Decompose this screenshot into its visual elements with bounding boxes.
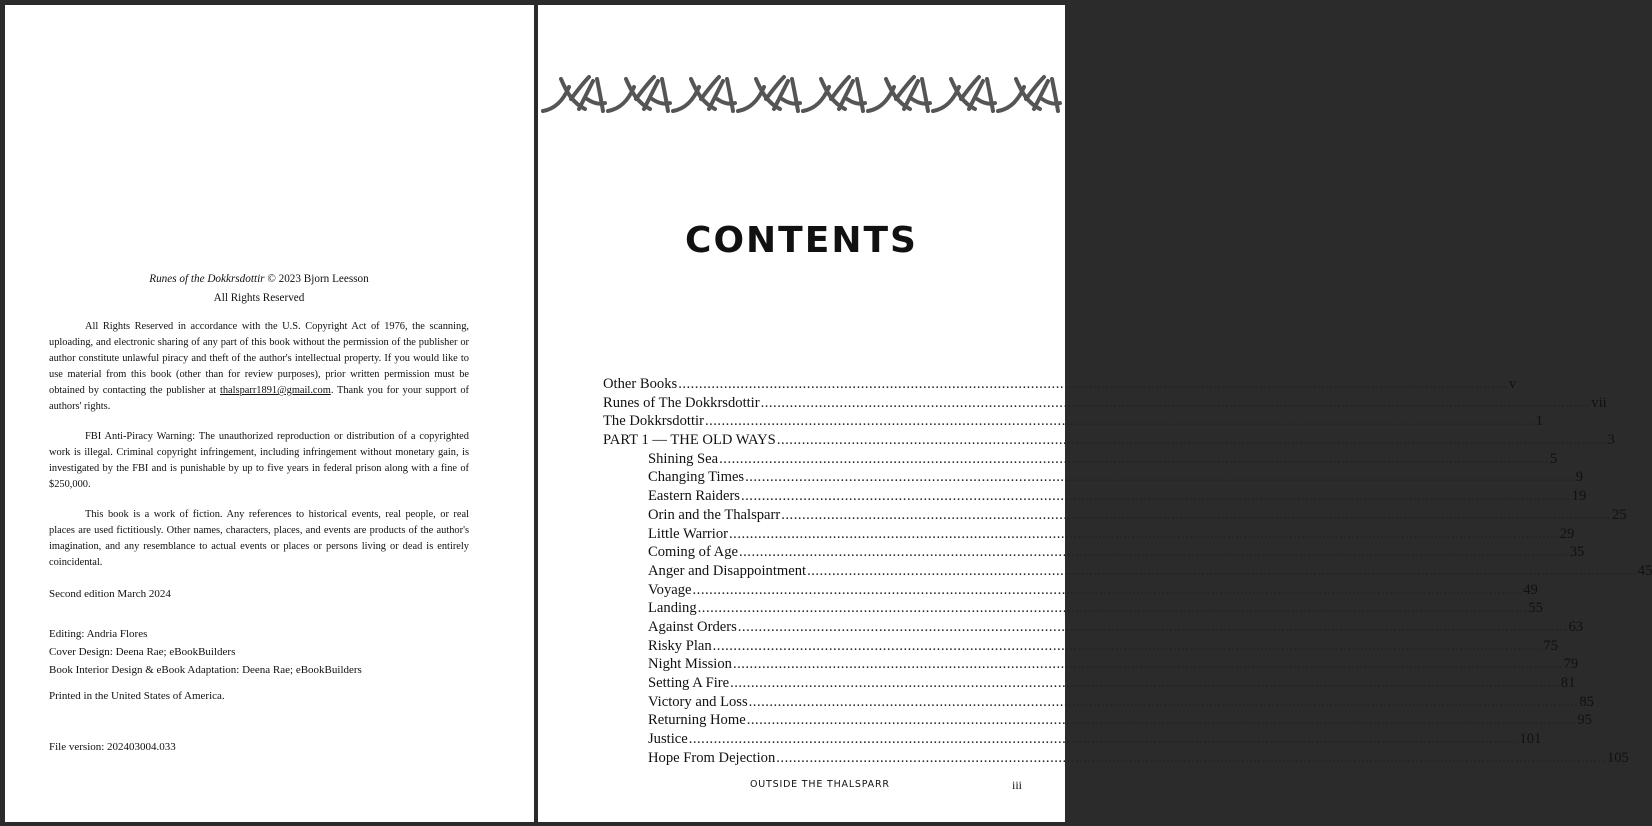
toc-leader-dots: ........................................................................................................................................................................................................ xyxy=(776,432,1607,449)
rune-ornament-icon xyxy=(803,77,865,111)
copyright-text-end: . Thank you for your support of authors' rights. xyxy=(49,385,469,412)
toc-entry-page: 29 xyxy=(1559,525,1575,542)
footer-book-title: OUTSIDE THE THALSPARR xyxy=(750,779,890,790)
rune-ornament-icon xyxy=(673,77,735,111)
toc-entry-page: 19 xyxy=(1571,488,1587,505)
toc-leader-dots: ........................................................................................................................................................................................................ xyxy=(732,656,1563,673)
edition-line: Second edition March 2024 xyxy=(49,588,171,600)
toc-entry-title: Voyage xyxy=(648,581,692,598)
toc-entry-title: Hope From Dejection xyxy=(648,749,776,766)
rune-ornament-icon xyxy=(933,77,995,111)
rune-ornament-icon xyxy=(738,77,800,111)
toc-leader-dots: ........................................................................................................................................................................................................ xyxy=(704,413,1535,430)
printed-in-line: Printed in the United States of America. xyxy=(49,690,225,702)
toc-entry-title: Anger and Disappointment xyxy=(648,562,807,579)
toc-entry-page: 95 xyxy=(1577,712,1592,729)
toc-entry[interactable] xyxy=(603,543,1585,562)
toc-entry-page: 49 xyxy=(1523,581,1538,598)
toc-entry-title: Orin and the Thalsparr xyxy=(648,506,781,523)
toc-entry-title: Little Warrior xyxy=(648,525,729,542)
toc-leader-dots: ........................................................................................................................................................................................................ xyxy=(712,637,1543,654)
publisher-email-link[interactable]: thalsparr1891@gmail.com xyxy=(219,385,331,396)
toc-leader-dots: ........................................................................................................................................................................................................ xyxy=(719,450,1549,467)
toc-entry-title: Justice xyxy=(648,731,688,748)
toc-leader-dots: ........................................................................................................................................................................................................ xyxy=(678,376,1508,392)
toc-entry-page: 9 xyxy=(1575,469,1584,486)
fiction-disclaimer-paragraph: This book is a work of fiction. Any references to historical events, real people, or real places are used fictitiously. Other names, characters, places, and events are products of the author's imagination, and any resemblance to actual events or places or persons living or dead is entirely coincidental. xyxy=(49,509,469,568)
credit-interior-design: Book Interior Design & eBook Adaptation: Deena Rae; eBookBuilders xyxy=(49,664,362,676)
toc-entry[interactable] xyxy=(603,431,1615,450)
toc-leader-dots: ........................................................................................................................................................................................................ xyxy=(729,525,1559,542)
book-title: Runes of the Dokkrsdottir xyxy=(149,273,265,285)
rune-ornament-icon xyxy=(868,77,930,111)
credit-cover-design: Cover Design: Deena Rae; eBookBuilders xyxy=(49,646,236,658)
toc-entry-title: Victory and Loss xyxy=(648,693,748,710)
toc-entry-title: Eastern Raiders xyxy=(648,488,740,505)
toc-entry-page: 3 xyxy=(1607,432,1615,449)
toc-entry[interactable] xyxy=(603,637,1558,656)
toc-entry-page: vii xyxy=(1591,394,1607,411)
toc-entry-page: 81 xyxy=(1560,675,1576,691)
footer-page-number: iii xyxy=(1012,778,1023,792)
toc-entry-page: 25 xyxy=(1611,506,1627,523)
toc-entry[interactable] xyxy=(603,599,1543,618)
all-rights-reserved: All Rights Reserved xyxy=(213,292,305,304)
toc-entry-title: Changing Times xyxy=(648,469,745,486)
copyright-page xyxy=(5,5,534,822)
toc-entry-title: Other Books xyxy=(603,376,678,392)
toc-leader-dots: ........................................................................................................................................................................................................ xyxy=(745,469,1575,486)
toc-entry[interactable] xyxy=(603,375,1517,394)
toc-entry[interactable] xyxy=(603,655,1579,674)
toc-entry-page: 35 xyxy=(1569,544,1585,561)
toc-entry-page: 5 xyxy=(1549,450,1558,467)
toc-entry-title: Runes of The Dokkrsdottir xyxy=(603,394,760,411)
toc-leader-dots: ........................................................................................................................................................................................................ xyxy=(741,488,1571,505)
toc-leader-dots: ........................................................................................................................................................................................................ xyxy=(748,693,1579,710)
toc-entry[interactable] xyxy=(603,562,1652,581)
toc-leader-dots: ........................................................................................................................................................................................................ xyxy=(776,749,1606,766)
toc-entry-title: Returning Home xyxy=(648,712,746,729)
toc-leader-dots: ........................................................................................................................................................................................................ xyxy=(688,731,1519,748)
copyright-block xyxy=(49,270,469,756)
copyright-text: All Rights Reserved in accordance with the U.S. Copyright Act of 1976, the scanning, uploading, and electronic sharing of any part of this book without the permission of the publisher or author constitute unlawful piracy and theft of the author's intellectual property. If you would like to use material from this book (other than for review purposes), prior written permission must be obtained by contacting the publisher at xyxy=(49,321,469,396)
toc-entry[interactable] xyxy=(603,749,1629,768)
toc-entry-title: PART 1 — THE OLD WAYS xyxy=(603,432,776,449)
toc-entry-title: Shining Sea xyxy=(648,450,719,467)
toc-entry-title: Risky Plan xyxy=(648,637,712,654)
toc-leader-dots: ........................................................................................................................................................................................................ xyxy=(697,600,1528,617)
toc-leader-dots: ........................................................................................................................................................................................................ xyxy=(739,544,1569,561)
toc-entry[interactable] xyxy=(603,394,1607,413)
toc-entry-title: Landing xyxy=(648,600,697,617)
toc-entry-page: 1 xyxy=(1535,413,1543,430)
toc-entry[interactable] xyxy=(603,468,1584,487)
toc-entry[interactable] xyxy=(603,730,1542,749)
credits-list xyxy=(49,625,469,679)
contents-page xyxy=(538,5,1652,822)
table-of-contents xyxy=(603,375,1652,767)
toc-entry-page: 45 xyxy=(1637,562,1652,579)
toc-entry-page: v xyxy=(1508,376,1517,392)
contents-heading: CONTENTS xyxy=(685,220,918,261)
toc-entry-page: 101 xyxy=(1519,731,1542,748)
toc-entry-title: Night Mission xyxy=(648,656,732,673)
toc-entry-title: Coming of Age xyxy=(648,544,738,561)
toc-entry[interactable] xyxy=(603,693,1594,712)
copyright-paragraph xyxy=(49,319,469,415)
toc-entry[interactable] xyxy=(603,412,1543,431)
rune-ornament-border xyxy=(541,65,1061,123)
toc-leader-dots: ........................................................................................................................................................................................................ xyxy=(781,506,1611,523)
toc-entry[interactable] xyxy=(603,618,1584,637)
anti-piracy-paragraph: FBI Anti-Piracy Warning: The unauthorized reproduction or distribution of a copyrighted work is illegal. Criminal copyright infringement, including infringement without monetary gain, is investigated by the FBI and is punishable by up to five years in federal prison along with a fine of $250,000. xyxy=(49,431,469,490)
toc-entry[interactable] xyxy=(603,487,1587,506)
toc-entry-page: 75 xyxy=(1543,637,1558,654)
toc-entry[interactable] xyxy=(603,711,1592,730)
toc-entry-title: Against Orders xyxy=(648,618,737,635)
toc-entry-title: Setting A Fire xyxy=(648,675,730,691)
toc-entry-page: 79 xyxy=(1563,656,1579,673)
toc-entry[interactable] xyxy=(603,450,1558,469)
credit-editing: Editing: Andria Flores xyxy=(49,628,148,640)
toc-leader-dots: ........................................................................................................................................................................................................ xyxy=(730,675,1560,691)
toc-entry[interactable] xyxy=(603,674,1576,693)
toc-leader-dots: ........................................................................................................................................................................................................ xyxy=(692,581,1523,598)
rune-ornament-icon xyxy=(608,77,670,111)
toc-entry-page: 85 xyxy=(1579,693,1594,710)
toc-entry-page: 63 xyxy=(1568,618,1584,635)
toc-leader-dots: ........................................................................................................................................................................................................ xyxy=(746,712,1577,729)
toc-entry[interactable] xyxy=(603,581,1538,600)
toc-leader-dots: ........................................................................................................................................................................................................ xyxy=(807,562,1637,579)
toc-entry-page: 105 xyxy=(1606,749,1629,766)
file-version: File version: 202403004.033 xyxy=(49,741,176,753)
rune-ornament-icon xyxy=(543,77,605,111)
toc-leader-dots: ........................................................................................................................................................................................................ xyxy=(760,394,1591,411)
copyright-notice: © 2023 Bjorn Leesson xyxy=(267,273,369,285)
toc-entry-title: The Dokkrsdottir xyxy=(603,413,704,430)
toc-entry[interactable] xyxy=(603,525,1575,544)
toc-entry[interactable] xyxy=(603,506,1627,525)
toc-leader-dots: ........................................................................................................................................................................................................ xyxy=(737,618,1568,635)
copyright-line xyxy=(49,270,469,289)
rune-ornament-icon xyxy=(998,77,1060,111)
toc-entry-page: 55 xyxy=(1528,600,1543,617)
